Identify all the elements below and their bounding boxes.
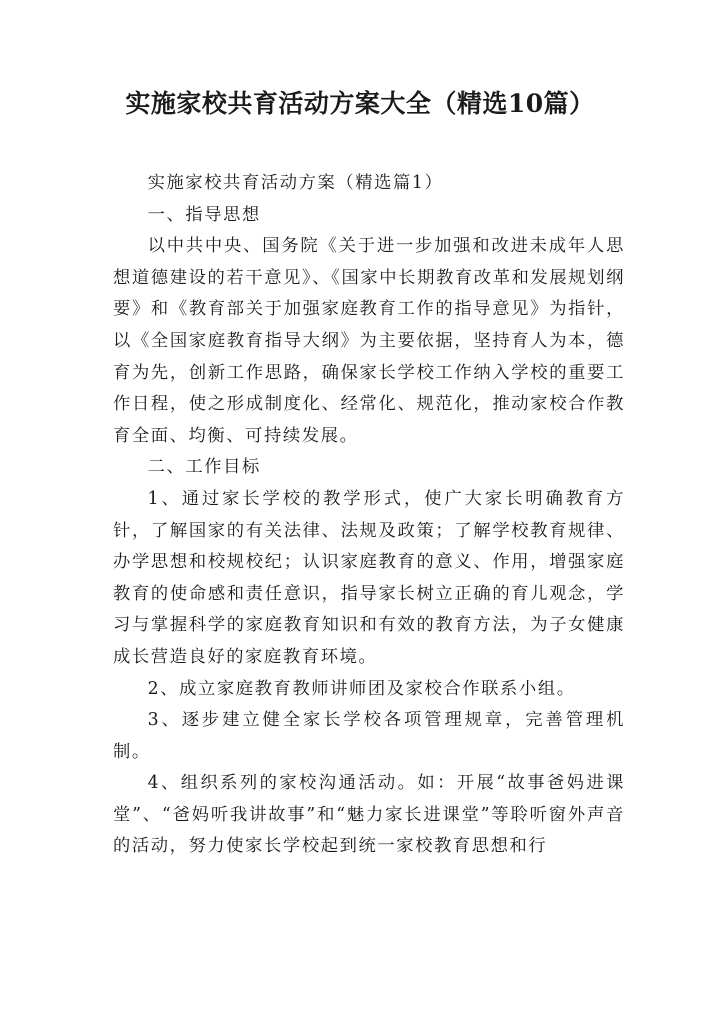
paragraph: 以中共中央、国务院《关于进一步加强和改进未成年人思想道德建设的若干意见》、《国家中长期教育改革和发展规划纲要》和《教育部关于加强家庭教育工作的指导意见》为指针，以《全国家庭教育指导大纲》为主要依据，坚持育人为本，德育为先，创新工作思路，确保家长学校工作纳入学校的重要工作日程，使之形成制度化、经常化、规范化，推动家校合作教育全面、均衡、可持续发展。 [113, 236, 625, 446]
document-body [113, 168, 625, 863]
subheading: 二、工作目标 [147, 457, 261, 478]
subheading: 一、指导思想 [147, 204, 261, 225]
paragraph: 3、逐步建立健全家长学校各项管理规章，完善管理机制。 [113, 710, 625, 762]
paragraph: 1、通过家长学校的教学形式，使广大家长明确教育方针，了解国家的有关法律、法规及政策；了解学校教育规律、办学思想和校规校纪；认识家庭教育的意义、作用，增强家庭教育的使命感和责任意识，指导家长树立正确的育儿观念，学习与掌握科学的家庭教育知识和有效的教育方法，为子女健康成长营造良好的家庭教育环境。 [113, 488, 625, 667]
document-title: 实施家校共育活动方案大全（精选10篇） [125, 89, 595, 118]
paragraph: 2、成立家庭教育教师讲师团及家校合作联系小组。 [147, 678, 576, 699]
paragraph: 4、组织系列的家校沟通活动。如：开展“故事爸妈进课堂”、“爸妈听我讲故事”和“魅力家长进课堂”等聆听窗外声音的活动，努力使家长学校起到统一家校教育思想和行 [113, 773, 625, 857]
section-heading: 实施家校共育活动方案（精选篇1） [147, 173, 444, 193]
